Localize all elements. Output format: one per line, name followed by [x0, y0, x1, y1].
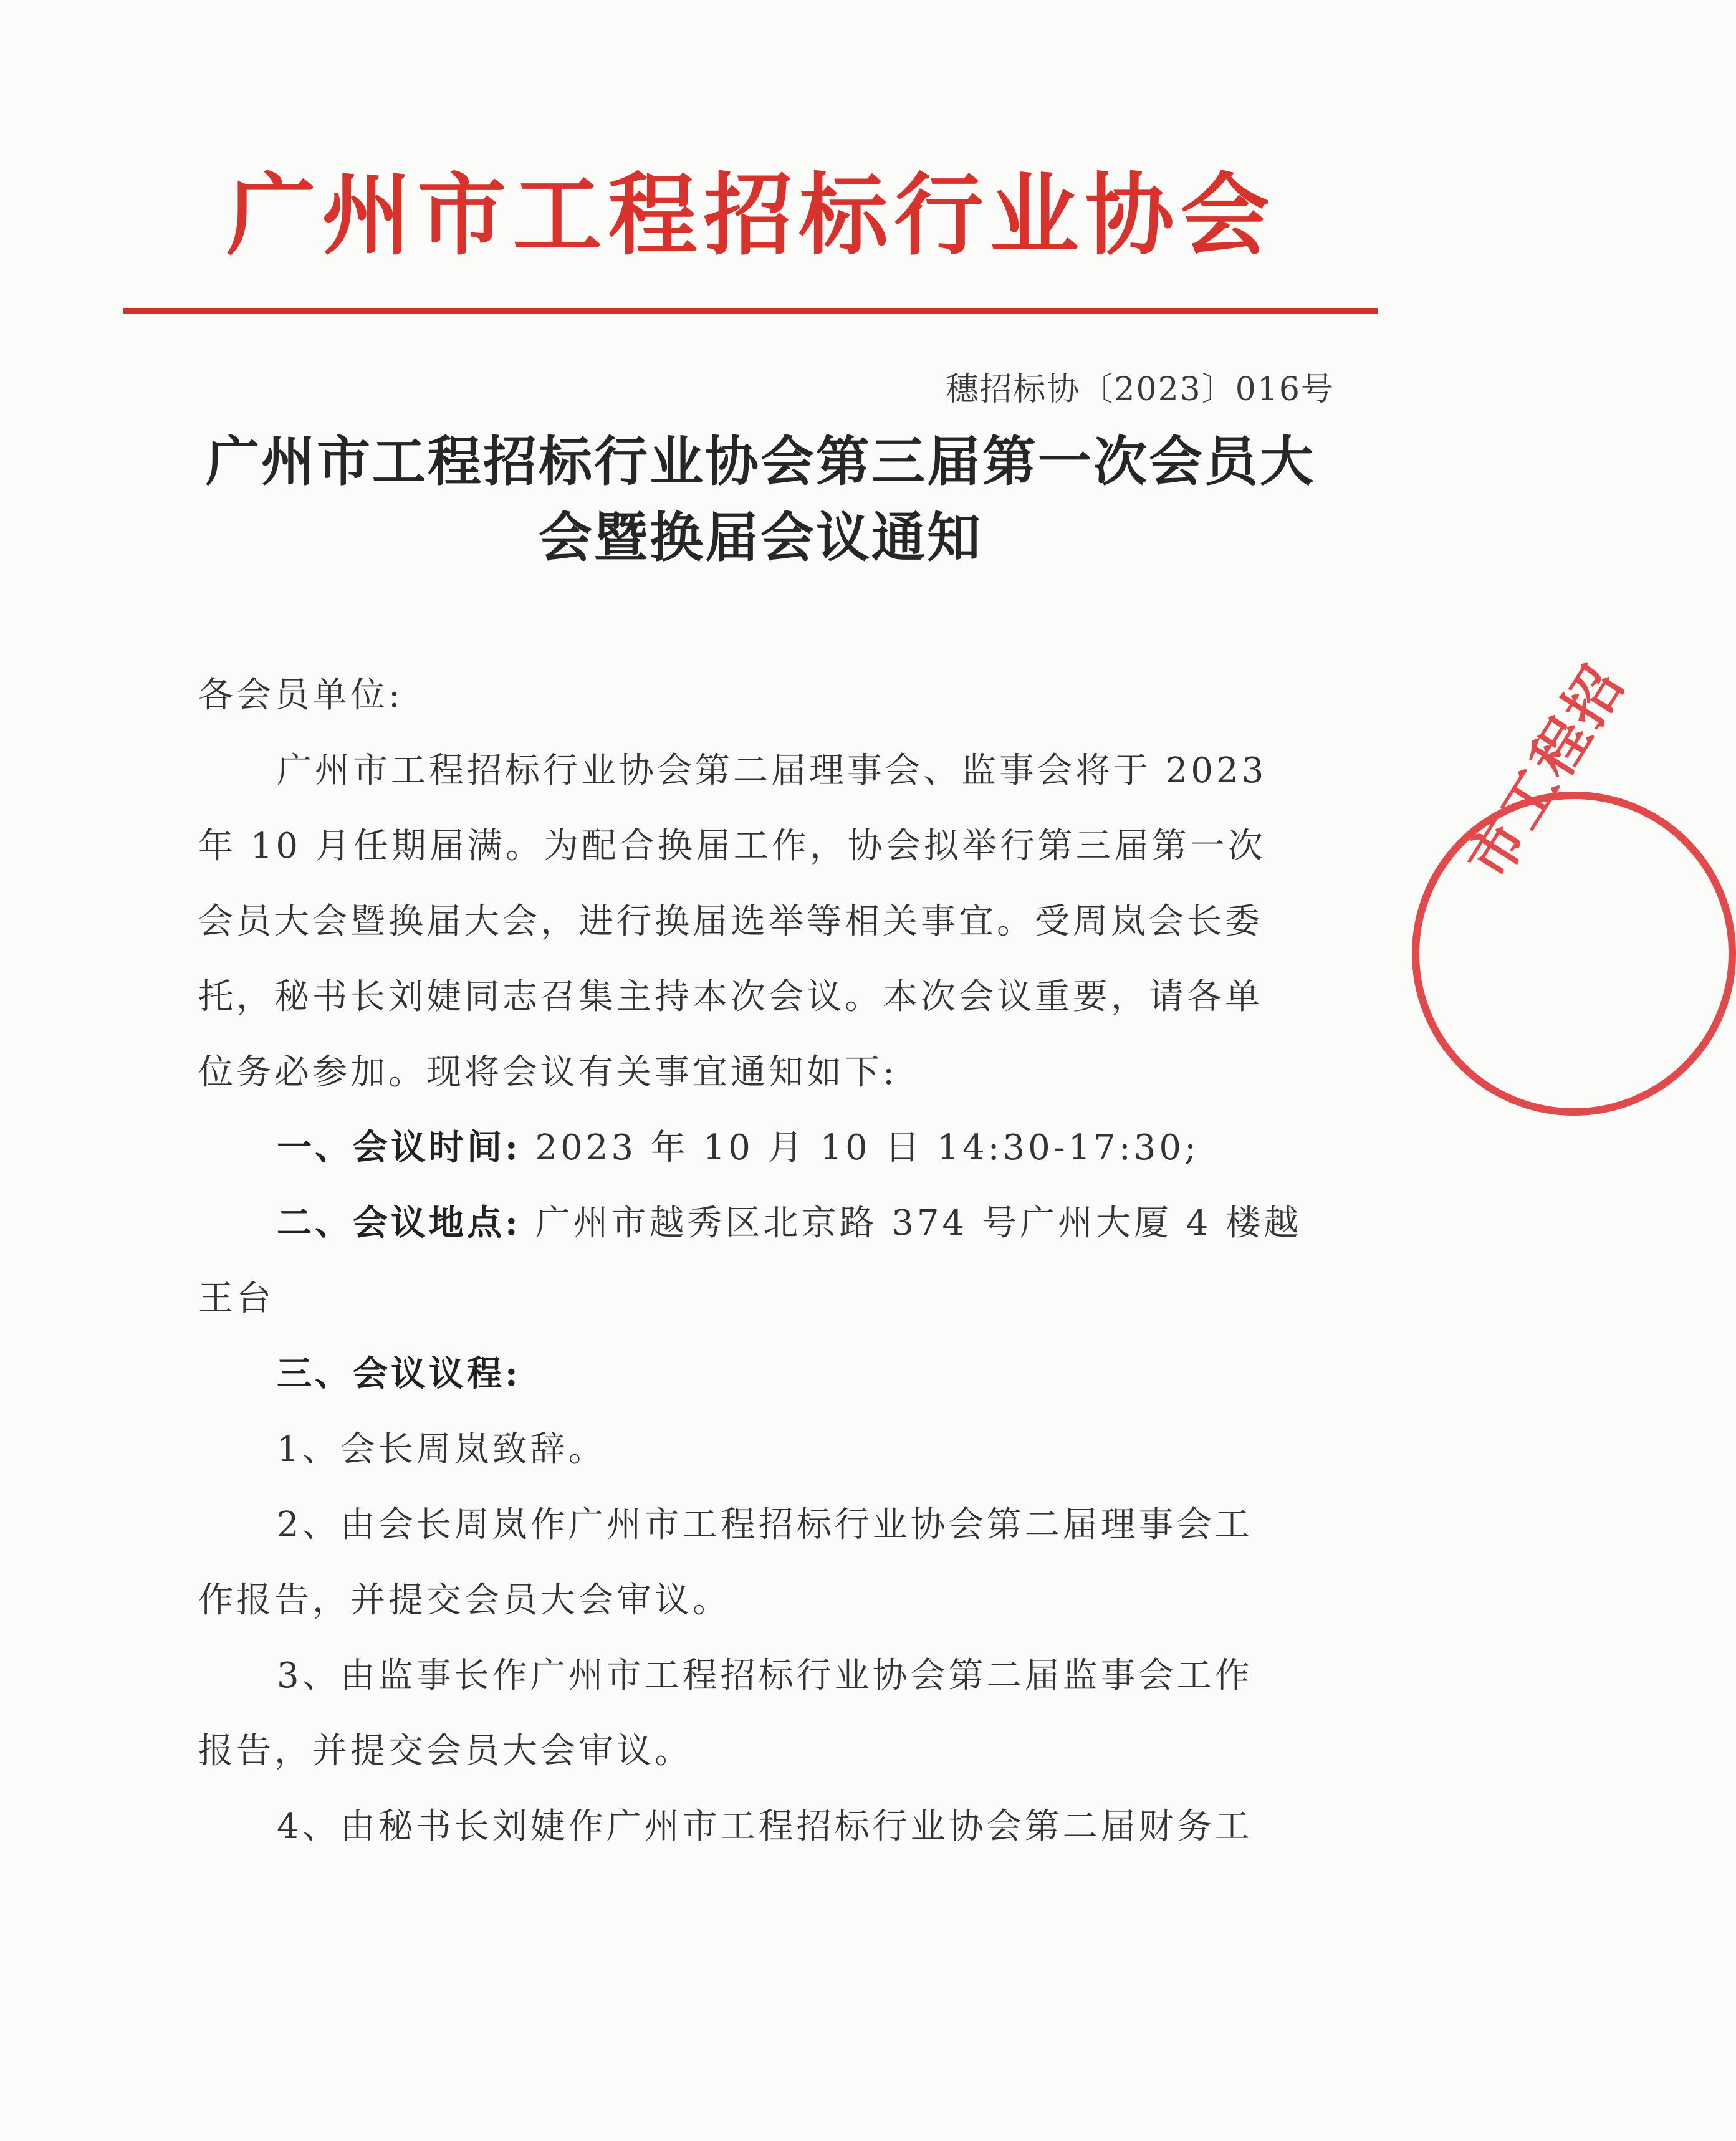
title-line-1: 广州市工程招标行业协会第三届第一次会员大	[206, 430, 1315, 493]
meeting-place-label: 二、会议地点:	[277, 1202, 521, 1243]
salutation: 各会员单位:	[198, 675, 403, 716]
paragraph-line: 会员大会暨换届大会，进行换届选举等相关事宜。受周岚会长委	[198, 901, 1263, 942]
agenda-item-continued: 作报告，并提交会员大会审议。	[198, 1580, 731, 1621]
meeting-place-value: 广州市越秀区北京路 374 号广州大厦 4 楼越	[520, 1203, 1302, 1243]
title-line-2: 会暨换届会议通知	[539, 506, 982, 569]
seal-text: 市工程招	[1454, 652, 1638, 891]
org-masthead: 广州市工程招标行业协会	[226, 163, 1276, 267]
official-seal-stamp	[1412, 652, 1736, 1116]
red-divider-rule	[123, 308, 1378, 314]
agenda-item: 1、会长周岚致辞。	[277, 1429, 607, 1470]
agenda-item-continued: 报告，并提交会员大会审议。	[198, 1731, 693, 1771]
agenda-item: 3、由监事长作广州市工程招标行业协会第二届监事会工作	[277, 1655, 1253, 1696]
meeting-time	[198, 1110, 1345, 1185]
meeting-place-continued: 王台	[198, 1278, 274, 1319]
agenda-heading: 三、会议议程:	[277, 1353, 521, 1394]
paragraph-line: 位务必参加。现将会议有关事宜通知如下:	[198, 1052, 898, 1093]
agenda-item: 2、由会长周岚作广州市工程招标行业协会第二届理事会工	[277, 1505, 1253, 1545]
paragraph-line: 年 10 月任期届满。为配合换届工作，协会拟举行第三届第一次	[198, 826, 1266, 866]
notice-body	[198, 658, 1345, 1864]
meeting-time-label: 一、会议时间:	[277, 1127, 521, 1168]
meeting-place	[198, 1185, 1345, 1261]
notice-title	[187, 424, 1334, 576]
meeting-time-value: 2023 年 10 月 10 日 14:30-17:30;	[520, 1128, 1199, 1168]
paragraph-line: 托，秘书长刘婕同志召集主持本次会议。本次会议重要，请各单	[198, 977, 1263, 1017]
agenda-item: 4、由秘书长刘婕作广州市工程招标行业协会第二届财务工	[277, 1806, 1253, 1847]
paragraph-line: 广州市工程招标行业协会第二届理事会、监事会将于 2023	[277, 750, 1267, 791]
document-number: 穗招标协〔2023〕016号	[946, 371, 1335, 408]
